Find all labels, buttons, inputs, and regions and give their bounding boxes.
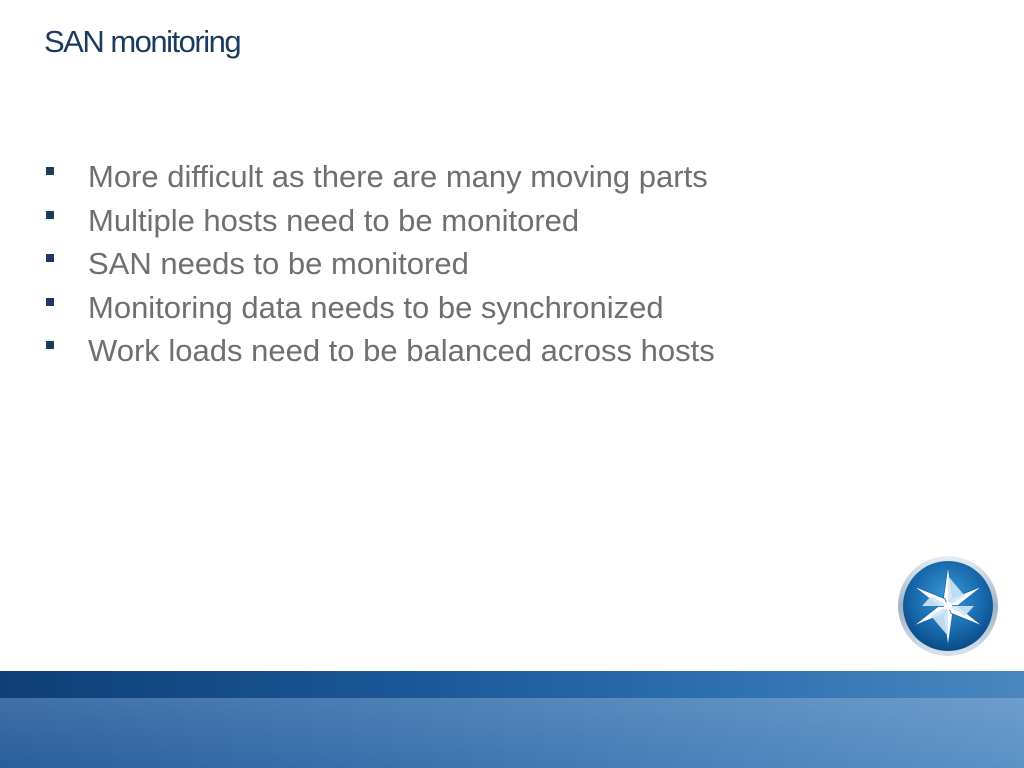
footer-band [0, 671, 1024, 768]
square-bullet-icon [46, 167, 54, 175]
bullet-text: SAN needs to be monitored [88, 246, 469, 281]
bullet-item [44, 242, 715, 286]
square-bullet-icon [46, 254, 54, 262]
bullet-text: Work loads need to be balanced across hosts [88, 333, 715, 368]
bullet-text: More difficult as there are many moving parts [88, 159, 708, 194]
square-bullet-icon [46, 298, 54, 306]
bullet-text: Multiple hosts need to be monitored [88, 202, 580, 238]
bullet-text: Monitoring data needs to be synchronized [88, 289, 664, 325]
bullet-item [44, 286, 715, 330]
bullet-list [44, 155, 715, 373]
star-logo-icon [896, 554, 1000, 658]
bullet-item [44, 329, 715, 373]
bullet-item [44, 199, 715, 243]
slide-title: SAN monitoring [44, 24, 241, 59]
square-bullet-icon [46, 211, 54, 219]
star-logo-graphic [896, 554, 1000, 658]
square-bullet-icon [46, 341, 54, 349]
bullet-item [44, 155, 715, 199]
footer-lower-band [0, 698, 1024, 768]
footer-top-strip [0, 671, 1024, 698]
